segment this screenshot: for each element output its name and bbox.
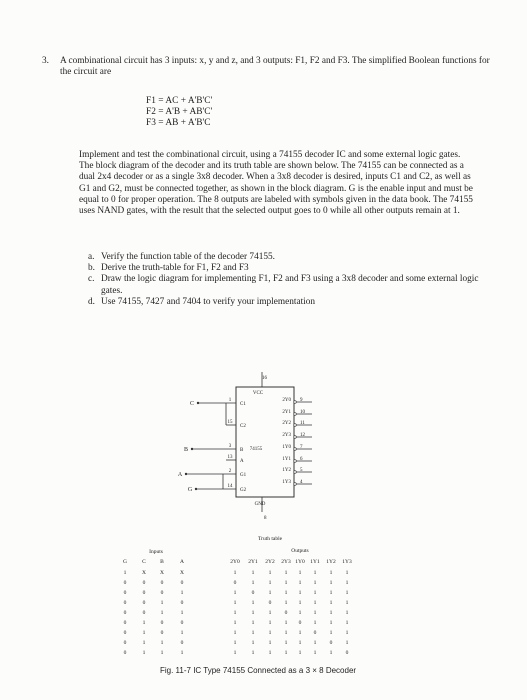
truth-table-cell: X xyxy=(180,570,184,576)
truth-table-cell: 1 xyxy=(298,570,302,576)
truth-table-cell: 1 xyxy=(251,610,255,616)
truth-table-cell: 1 xyxy=(298,580,302,586)
truth-table-cell: 0 xyxy=(298,620,302,626)
input-pin-label: C1 xyxy=(240,402,246,407)
vcc-pin-number: 16 xyxy=(262,376,267,381)
truth-table-cell: 0 xyxy=(329,640,333,646)
task-letter: b. xyxy=(88,263,95,274)
equation-f1: F1 = AC + A'B'C' xyxy=(146,96,213,106)
truth-table-cell: 1 xyxy=(284,640,288,646)
input-pin-number: 2 xyxy=(228,469,232,474)
truth-table-cell: 1 xyxy=(268,640,272,646)
truth-table-cell: 0 xyxy=(123,630,127,636)
output-pin-number: 11 xyxy=(300,421,305,426)
truth-table-cell: 1 xyxy=(313,570,317,576)
truth-table-cell: 1 xyxy=(233,610,237,616)
output-pin-label: 1Y0 xyxy=(282,445,291,450)
truth-table-cell: 1 xyxy=(233,630,237,636)
figure-caption: Fig. 11-7 IC Type 74155 Connected as a 3 × 8 Decoder xyxy=(160,666,357,675)
truth-table-cell: 1 xyxy=(233,600,237,606)
gnd-label: GND xyxy=(254,502,266,507)
truth-table-cell: 1 xyxy=(329,590,333,596)
output-pin-number: 7 xyxy=(300,445,303,450)
chip-name-label: 74155 xyxy=(249,447,263,452)
instructions-paragraph: Implement and test the combinational circuit, using a 74155 decoder IC and some external logic gates. The block diagram of the decoder and its truth table are shown below. The 74155 can be connected as a dual 2x4 decoder or as a single 3x8 decoder. When a 3x8 decoder is desired, inputs C1 and C2, as well as G1 and G2, must be connected together, as shown in the block diagram. G is the enable input and must be equal to 0 for proper operation. The 8 outputs are labeled with symbols given in the data book. The 74155 uses NAND gates, with the result that the selected output goes to 0 while all other outputs remain at 1. xyxy=(79,150,473,217)
output-pin-number: 9 xyxy=(300,398,303,403)
output-pin-number: 10 xyxy=(300,410,305,415)
truth-table-inputs-label: Inputs xyxy=(149,549,163,555)
truth-table-cell: 1 xyxy=(160,610,164,616)
truth-table-cell: 1 xyxy=(251,600,255,606)
truth-table-header: 2Y3 xyxy=(281,559,291,565)
truth-table-cell: 1 xyxy=(180,610,184,616)
truth-table-cell: 1 xyxy=(160,640,164,646)
output-pin-label: 2Y3 xyxy=(282,433,291,438)
truth-table-cell: 1 xyxy=(142,640,146,646)
truth-table-header: A xyxy=(180,559,184,565)
output-bubble xyxy=(294,471,297,474)
truth-table-cell: 0 xyxy=(180,620,184,626)
truth-table-cell: 0 xyxy=(142,590,146,596)
truth-table-cell: 1 xyxy=(268,650,272,656)
truth-table-cell: 1 xyxy=(180,650,184,656)
truth-table-cell: 1 xyxy=(345,580,349,586)
truth-table-cell: 0 xyxy=(160,620,164,626)
output-bubble xyxy=(294,436,297,439)
truth-table-cell: 0 xyxy=(123,650,127,656)
input-pin-label: C2 xyxy=(240,424,246,429)
truth-table-cell: 1 xyxy=(268,570,272,576)
truth-table-cell: 1 xyxy=(142,620,146,626)
truth-table-header: G xyxy=(123,559,127,565)
truth-table-header: 1Y3 xyxy=(342,559,352,565)
truth-table-header: 1Y2 xyxy=(326,559,336,565)
truth-table-cell: 1 xyxy=(345,600,349,606)
truth-table-cell: 1 xyxy=(233,590,237,596)
truth-table-cell: 0 xyxy=(180,640,184,646)
truth-table-cell: 1 xyxy=(233,570,237,576)
truth-table-cell: 1 xyxy=(284,590,288,596)
vcc-label: VCC xyxy=(252,391,264,396)
output-pin-number: 6 xyxy=(300,457,303,462)
truth-table-cell: 1 xyxy=(345,590,349,596)
input-pin-number: 3 xyxy=(228,444,232,449)
input-pin-number: 13 xyxy=(227,455,233,460)
truth-table-cell: 1 xyxy=(251,620,255,626)
truth-table-cell: 1 xyxy=(284,650,288,656)
truth-table-cell: 1 xyxy=(298,650,302,656)
task-letter: d. xyxy=(88,296,95,307)
output-pin-label: 1Y1 xyxy=(282,457,291,462)
truth-table-header: 2Y2 xyxy=(265,559,275,565)
truth-table-cell: 1 xyxy=(268,580,272,586)
input-signal-label: A xyxy=(177,472,183,478)
truth-table-title: Truth table xyxy=(257,536,283,542)
truth-table-cell: 1 xyxy=(160,600,164,606)
equation-f2: F2 = A'B + AB'C' xyxy=(146,107,213,117)
truth-table-cell: 1 xyxy=(329,630,333,636)
truth-table-cell: 0 xyxy=(160,580,164,586)
truth-table-cell: 0 xyxy=(142,600,146,606)
input-node xyxy=(185,473,187,475)
truth-table-cell: 1 xyxy=(180,590,184,596)
output-pin-label: 1Y2 xyxy=(282,468,291,473)
input-pin-number: 1 xyxy=(228,398,232,403)
input-pin-number: 14 xyxy=(227,484,233,489)
truth-table-cell: 0 xyxy=(180,580,184,586)
equation-f3: F3 = AB + A'B'C xyxy=(146,118,211,128)
truth-table-header: C xyxy=(142,559,146,565)
input-pin-label: B xyxy=(240,448,244,453)
truth-table-cell: 1 xyxy=(268,630,272,636)
task-text: Use 74155, 7427 and 7404 to verify your implementation xyxy=(101,296,316,307)
truth-table-cell: 1 xyxy=(298,640,302,646)
truth-table-cell: 1 xyxy=(268,590,272,596)
truth-table-cell: 1 xyxy=(345,630,349,636)
output-pin-label: 2Y2 xyxy=(282,421,291,426)
gnd-pin-number: 8 xyxy=(264,516,267,521)
truth-table-outputs-label: Outputs xyxy=(291,548,309,554)
truth-table-cell: 1 xyxy=(233,640,237,646)
truth-table-cell: 0 xyxy=(345,650,349,656)
truth-table-cell: 1 xyxy=(180,630,184,636)
output-pin-number: 5 xyxy=(300,468,303,473)
truth-table-cell: 1 xyxy=(160,650,164,656)
truth-table-cell: 1 xyxy=(313,640,317,646)
truth-table-cell: 1 xyxy=(284,620,288,626)
truth-table-cell: X xyxy=(160,570,164,576)
input-pin-label: G1 xyxy=(240,473,247,478)
output-pin-label: 2Y1 xyxy=(282,410,291,415)
task-text: Derive the truth-table for F1, F2 and F3 xyxy=(101,263,249,274)
truth-table-cell: 1 xyxy=(284,630,288,636)
truth-table-cell: 0 xyxy=(180,600,184,606)
truth-table-cell: 0 xyxy=(142,580,146,586)
truth-table-cell: 0 xyxy=(160,630,164,636)
truth-table-cell: 1 xyxy=(313,600,317,606)
input-signal-label: C xyxy=(189,401,195,407)
truth-table-cell: 1 xyxy=(345,620,349,626)
input-node xyxy=(191,448,193,450)
truth-table-cell: 1 xyxy=(329,620,333,626)
truth-table-cell: 0 xyxy=(123,640,127,646)
input-node xyxy=(195,488,197,490)
truth-table-cell: 1 xyxy=(329,570,333,576)
truth-table-cell: 1 xyxy=(298,600,302,606)
truth-table-header: 2Y0 xyxy=(230,559,240,565)
truth-table-cell: 0 xyxy=(233,580,237,586)
truth-table-cell: 1 xyxy=(251,630,255,636)
task-text: Verify the function table of the decoder 74155. xyxy=(101,252,275,262)
truth-table-cell: 1 xyxy=(313,650,317,656)
output-pin-label: 1Y3 xyxy=(282,480,291,485)
truth-table-cell: 1 xyxy=(313,610,317,616)
truth-table-cell: 1 xyxy=(284,580,288,586)
truth-table-cell: 0 xyxy=(313,630,317,636)
truth-table-header: B xyxy=(160,559,164,565)
truth-table-cell: 0 xyxy=(160,590,164,596)
truth-table-cell: X xyxy=(142,570,146,576)
truth-table-cell: 1 xyxy=(268,610,272,616)
truth-table-cell: 0 xyxy=(123,590,127,596)
truth-table-cell: 1 xyxy=(233,620,237,626)
truth-table-cell: 0 xyxy=(268,600,272,606)
output-bubble xyxy=(294,448,297,451)
truth-table-cell: 0 xyxy=(123,620,127,626)
truth-table-cell: 0 xyxy=(123,610,127,616)
truth-table-cell: 0 xyxy=(284,610,288,616)
truth-table-cell: 1 xyxy=(142,650,146,656)
truth-table-cell: 1 xyxy=(329,650,333,656)
output-bubble xyxy=(294,413,297,416)
truth-table-cell: 1 xyxy=(313,580,317,586)
output-pin-number: 4 xyxy=(300,480,303,485)
truth-table-cell: 1 xyxy=(298,630,302,636)
truth-table-cell: 1 xyxy=(313,590,317,596)
truth-table-cell: 1 xyxy=(284,600,288,606)
truth-table-cell: 1 xyxy=(251,570,255,576)
output-bubble xyxy=(294,483,297,486)
input-pin-label: G2 xyxy=(240,488,247,493)
truth-table-cell: 1 xyxy=(345,610,349,616)
truth-table-cell: 0 xyxy=(142,610,146,616)
truth-table-cell: 1 xyxy=(284,570,288,576)
truth-table-cell: 1 xyxy=(329,580,333,586)
question-intro: A combinational circuit has 3 inputs: x, y and z, and 3 outputs: F1, F2 and F3. The simplified Boolean functions for the circuit are xyxy=(60,56,490,78)
truth-table-cell: 1 xyxy=(313,620,317,626)
truth-table-cell: 1 xyxy=(142,630,146,636)
truth-table-cell: 1 xyxy=(233,650,237,656)
output-bubble xyxy=(294,401,297,404)
truth-table-cell: 1 xyxy=(251,650,255,656)
truth-table-cell: 1 xyxy=(298,610,302,616)
truth-table-cell: 1 xyxy=(298,590,302,596)
truth-table-header: 1Y1 xyxy=(310,559,320,565)
truth-table-header: 2Y1 xyxy=(248,559,258,565)
input-node xyxy=(197,402,199,404)
task-letter: a. xyxy=(88,252,95,262)
truth-table-cell: 0 xyxy=(123,600,127,606)
question-number: 3. xyxy=(42,56,49,66)
truth-table-header: 1Y0 xyxy=(295,559,305,565)
input-pin-label: A xyxy=(240,459,244,464)
truth-table-cell: 1 xyxy=(251,640,255,646)
truth-table-cell: 1 xyxy=(329,610,333,616)
output-pin-label: 2Y0 xyxy=(282,398,291,403)
truth-table-cell: 1 xyxy=(268,620,272,626)
output-pin-number: 12 xyxy=(300,433,305,438)
output-bubble xyxy=(294,424,297,427)
truth-table-cell: 1 xyxy=(345,570,349,576)
truth-table-cell: 0 xyxy=(251,590,255,596)
truth-table-cell: 1 xyxy=(123,570,127,576)
input-pin-number: 15 xyxy=(227,420,233,425)
truth-table-cell: 1 xyxy=(251,580,255,586)
task-text: Draw the logic diagram for implementing F1, F2 and F3 using a 3x8 decoder and some external logic gates. xyxy=(101,274,479,296)
truth-table-cell: 1 xyxy=(329,600,333,606)
task-letter: c. xyxy=(88,274,95,285)
truth-table-cell: 0 xyxy=(123,580,127,586)
input-signal-label: B xyxy=(183,447,189,453)
truth-table-cell: 1 xyxy=(345,640,349,646)
input-signal-label: G xyxy=(187,487,193,493)
output-bubble xyxy=(294,460,297,463)
